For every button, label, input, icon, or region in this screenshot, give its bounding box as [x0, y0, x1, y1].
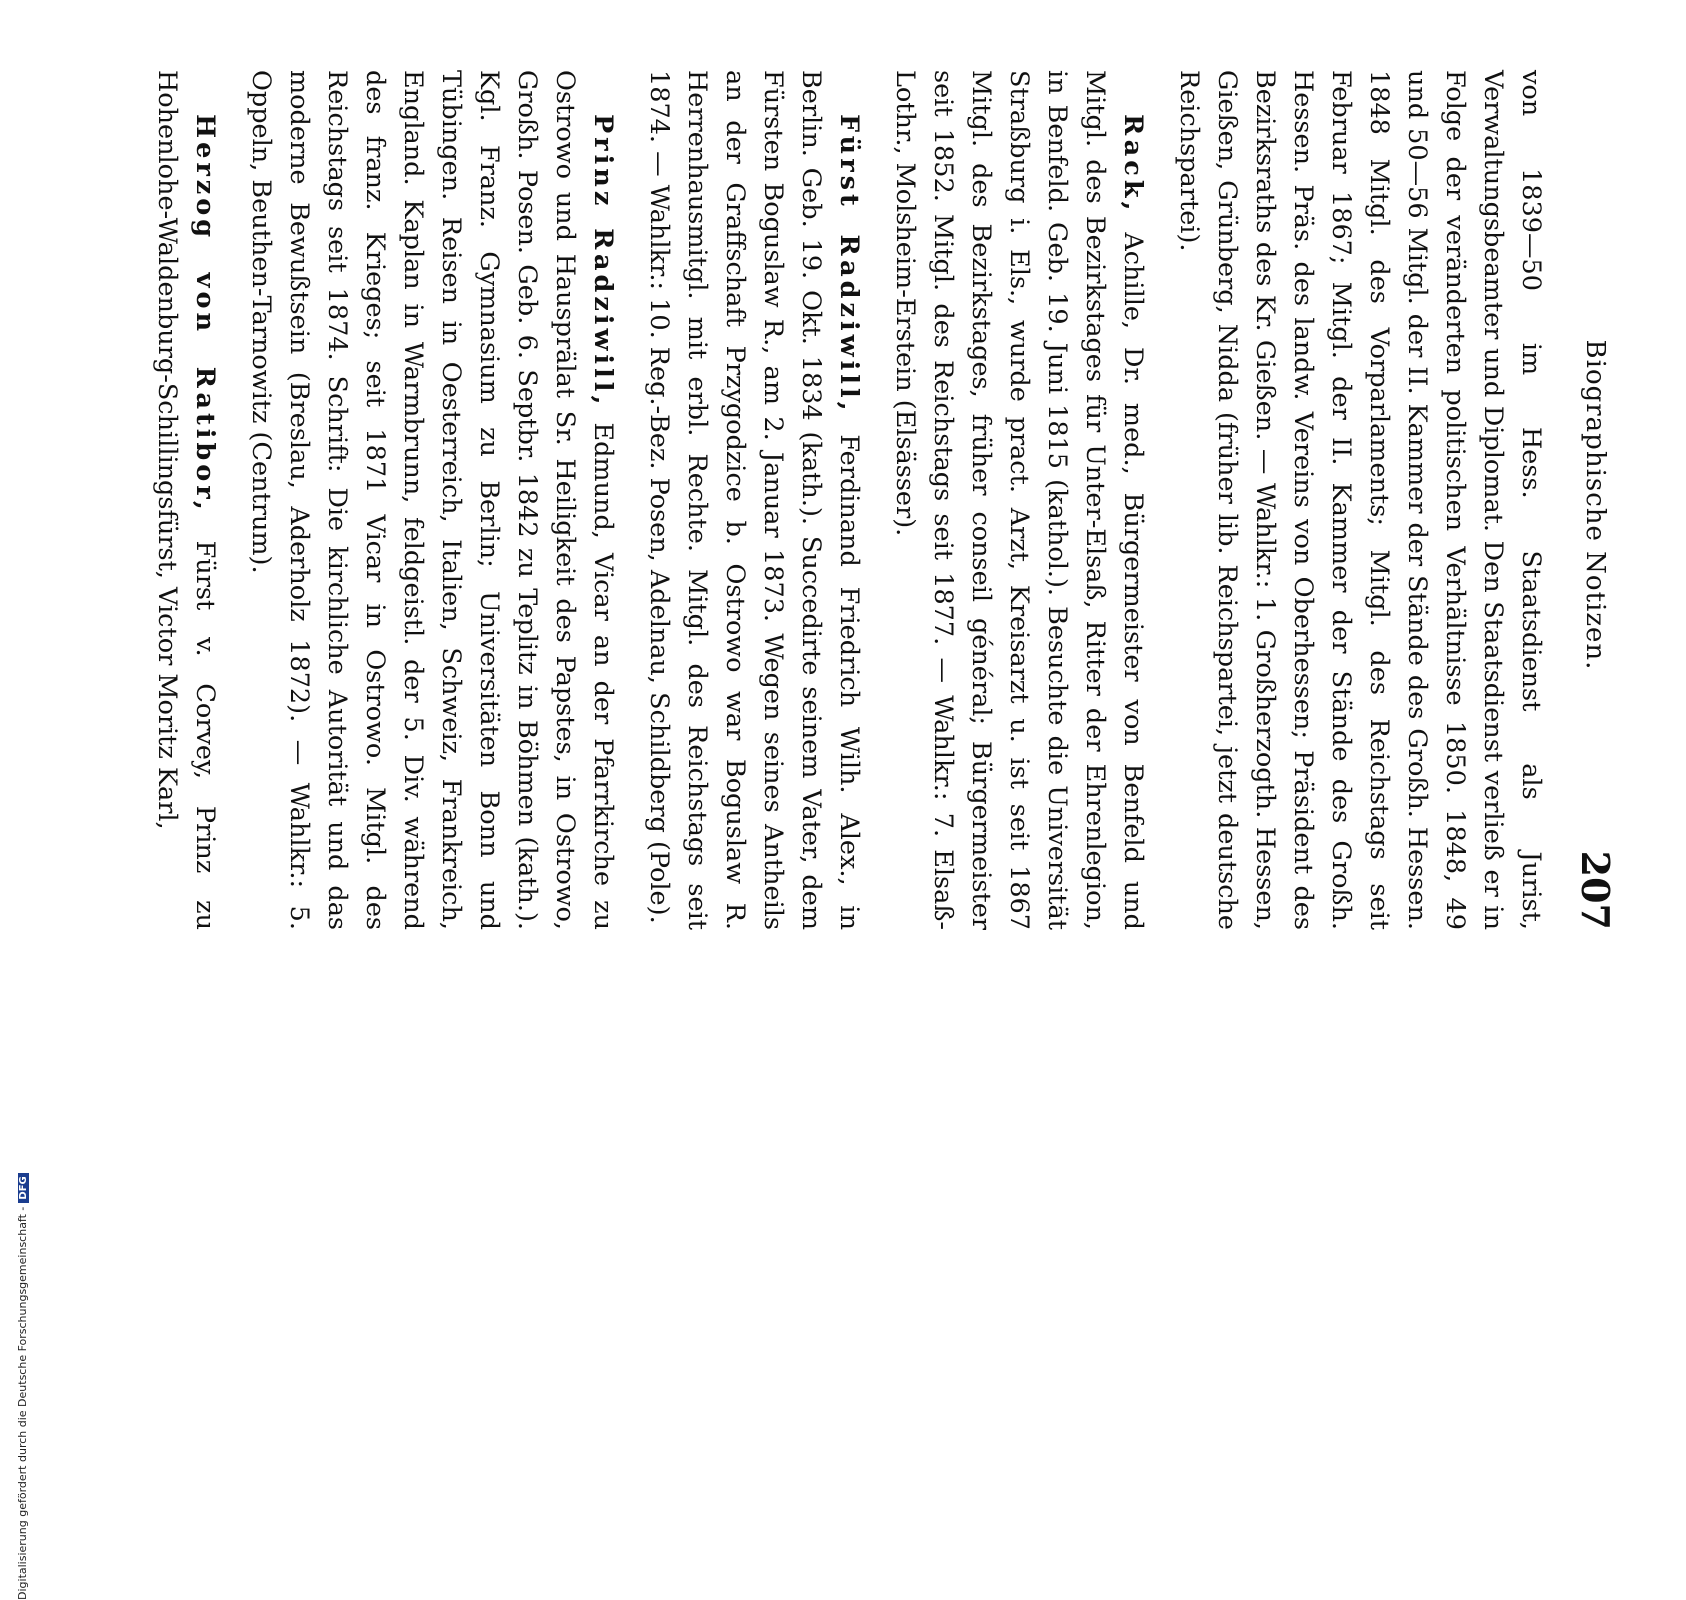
page-number: 207 [1573, 850, 1618, 930]
running-title: Biographische Notizen. [1580, 339, 1610, 671]
paragraph-text: von 1839—50 im Hess. Staatsdienst als Jurist, Verwaltungsbeamter und Diplomat. Den Staatsdienst verließ er in Folge der veränderten politischen Verhältnisse 1850. 1848, 49 und 50—56 Mitgl. der II. Kammer der Stände des Großh. Hessen. 1848 Mitgl. des Vorparlaments; Mitgl. des Reichstags seit Februar 1867; Mitgl. der II. Kammer der Stände des Großh. Hessen. Präs. des landw. Vereins von Oberhessen; Präsident des Bezirksraths des Kr. Gießen. — Wahlkr.: 1. Großherzogth. Hessen, Gießen, Grünberg, Nidda (früher lib. Reichspartei, jetzt deutsche Reichspartei). [1174, 70, 1546, 930]
entry-text: Ferdinand Friedrich Wilh. Alex., in Berlin. Geb. 19. Okt. 1834 (kath.). Succedirte seinem Vater, dem Fürsten Boguslaw R., am 2. Januar 1873. Wegen seines Antheils an der Graffschaft Przygodzice b. Ostrowo war Boguslaw R. Herrenhausmitgl. mit erbl. Rechte. Mitgl. des Reichstags seit 1874. — Wahlkr.: 10. Reg.-Bez. Posen, Adelnau, Schildberg (Pole). [644, 70, 864, 930]
digitization-credit [14, 600, 29, 1600]
digitization-credit-text: Digitalisierung gefördert durch die Deutsche Forschungsgemeinschaft - [16, 1206, 29, 1600]
page-header [1570, 80, 1618, 930]
entry-name: Prinz Radziwill, [588, 114, 618, 409]
entry-name: Fürst Radziwill, [834, 114, 864, 415]
scanned-page [100, 40, 1630, 970]
dfg-logo: DFG [18, 1173, 29, 1202]
entry-fuerst-radziwill [640, 70, 868, 930]
entry-name: Herzog von Ratibor, [190, 114, 220, 514]
page-body [130, 70, 1550, 930]
entry-text: Achille, Dr. med., Bürgermeister von Benfeld und Mitgl. des Bezirkstages für Unter-Elsaß, Ritter der Ehrenlegion, in Benfeld. Geb. 19. Juni 1815 (kathol.). Besuchte die Universität Straßburg i. Els., wurde pract. Arzt, Kreisarzt u. ist seit 1867 Mitgl. des Bezirkstages, früher conseil général; Bürgermeister seit 1852. Mitgl. des Reichstags seit 1877. — Wahlkr.: 7. Elsaß-Lothr., Molsheim-Erstein (Elsässer). [890, 70, 1148, 930]
entry-rack [886, 70, 1152, 930]
entry-text: Edmund, Vicar an der Pfarrkirche zu Ostrowo und Hausprälat Sr. Heiligkeit des Papstes, in Ostrowo, Großh. Posen. Geb. 6. Septbr. 1842 zu Teplitz in Böhmen (kath.). Kgl. Franz. Gymnasium zu Berlin; Universitäten Bonn und Tübingen. Reisen in Oesterreich, Italien, Schweiz, Frankreich, England. Kaplan in Warmbrunn, feldgeistl. der 5. Div. während des franz. Krieges; seit 1871 Vicar in Ostrowo. Mitgl. des Reichstags seit 1874. Schrift: Die kirchliche Autorität und das moderne Bewußtsein (Breslau, Aderholz 1872). — Wahlkr.: 5. Oppeln, Beuthen-Tarnowitz (Centrum). [246, 70, 618, 931]
entry-herzog-ratibor [148, 70, 224, 930]
entry-text: Fürst v. Corvey, Prinz zu Hohenlohe-Waldenburg-Schillingsfürst, Victor Moritz Karl, [152, 70, 220, 930]
paragraph-continuation [1170, 70, 1550, 930]
entry-prinz-radziwill [242, 70, 622, 930]
entry-name: Rack, [1118, 114, 1148, 215]
